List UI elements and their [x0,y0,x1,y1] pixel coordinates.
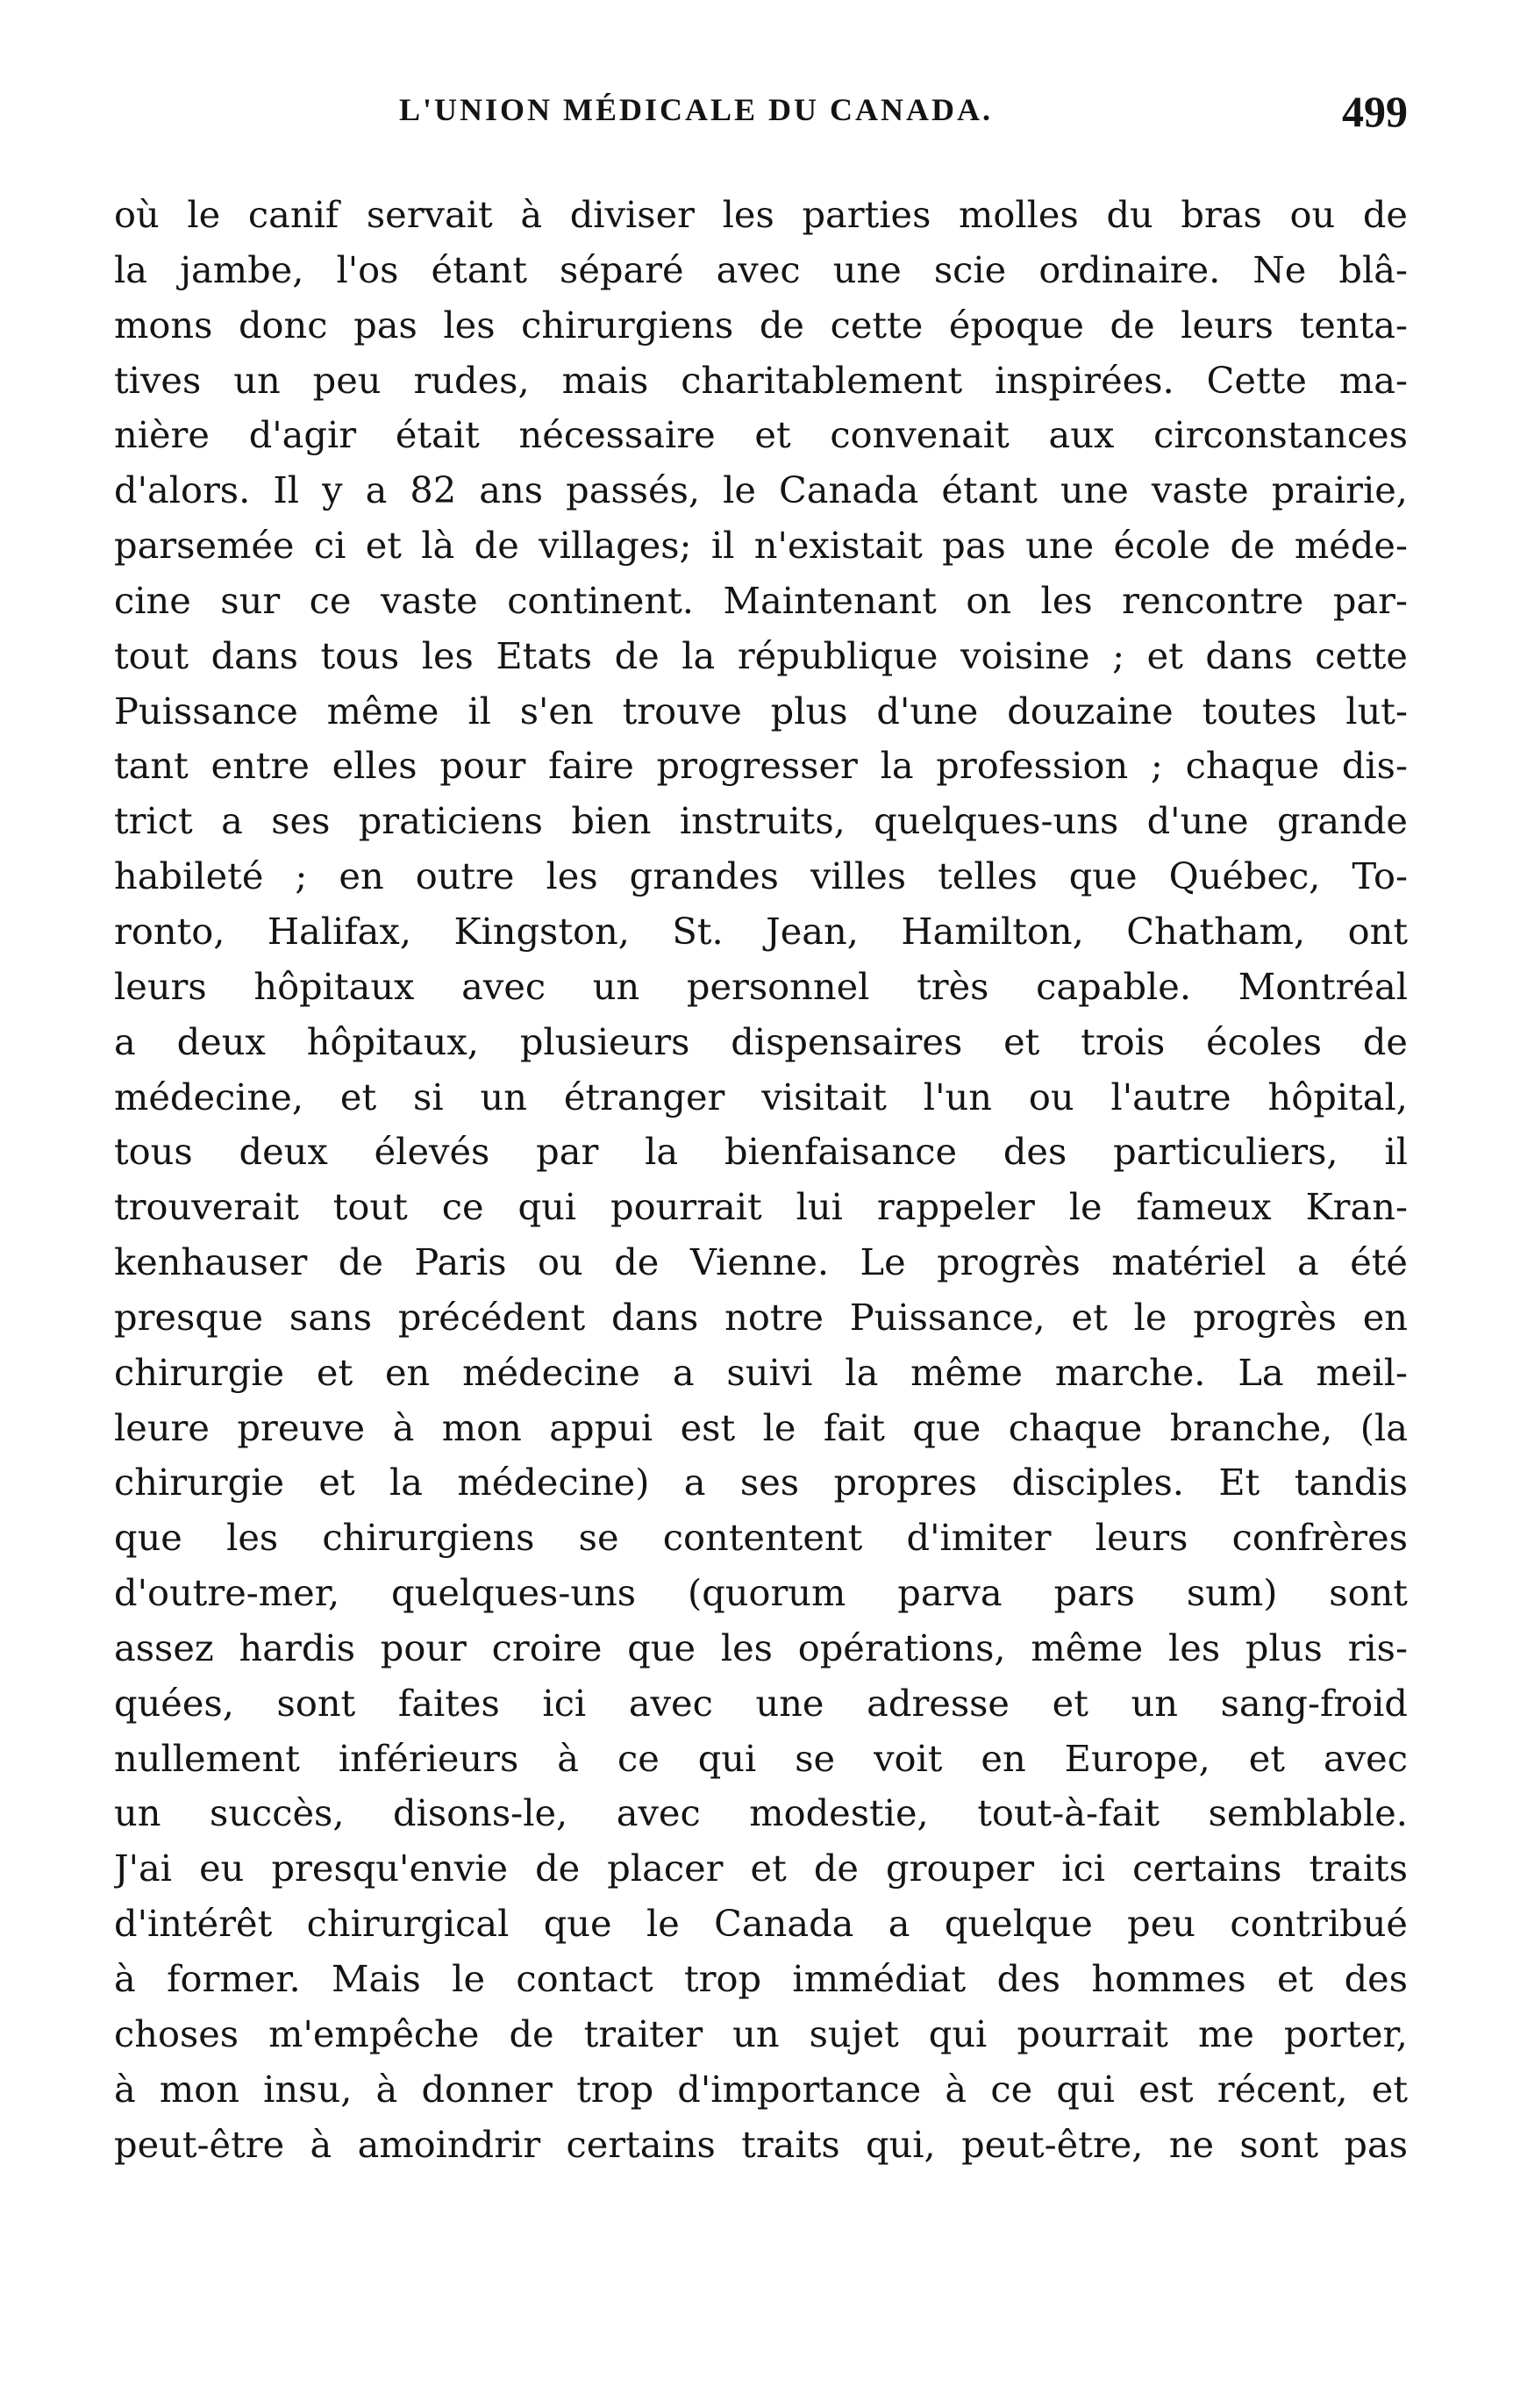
text-line: trouverait tout ce qui pourrait lui rappeler le fameux Kran- [114,1185,1408,1229]
text-line: J'ai eu presqu'envie de placer et de grouper ici certains traits [114,1847,1408,1890]
text-line: la jambe, l'os étant séparé avec une scie ordinaire. Ne blâ- [114,247,1408,291]
text-line: tant entre elles pour faire progresser la profession ; chaque dis- [114,744,1408,788]
text-line: kenhauser de Paris ou de Vienne. Le progrès matériel a été [114,1240,1408,1284]
text-line: nullement inférieurs à ce qui se voit en Europe, et avec [114,1736,1408,1780]
text-line: que les chirurgiens se contentent d'imiter leurs confrères [114,1516,1408,1560]
text-line: quées, sont faites ici avec une adresse et un sang-froid [114,1681,1408,1725]
text-line: d'outre-mer, quelques-uns (quorum parva pars sum) sont [114,1571,1408,1615]
text-line: chirurgie et la médecine) a ses propres disciples. Et tandis [114,1461,1408,1504]
text-line: médecine, et si un étranger visitait l'un ou l'autre hôpital, [114,1075,1408,1118]
text-line: habileté ; en outre les grandes villes telles que Québec, To- [114,854,1408,898]
text-line: leurs hôpitaux avec un personnel très capable. Montréal [114,964,1408,1008]
text-line: d'intérêt chirurgical que le Canada a quelque peu contribué [114,1902,1408,1946]
text-line: presque sans précédent dans notre Puissance, et le progrès en [114,1295,1408,1339]
text-line: d'alors. Il y a 82 ans passés, le Canada étant une vaste prairie, [114,468,1408,512]
text-line: Puissance même il s'en trouve plus d'une douzaine toutes lut- [114,689,1408,732]
text-line: ronto, Halifax, Kingston, St. Jean, Hamilton, Chatham, ont [114,909,1408,953]
body-text [114,188,1408,2172]
text-line: choses m'empêche de traiter un sujet qui pourrait me porter, [114,2011,1408,2055]
text-line: mons donc pas les chirurgiens de cette époque de leurs tenta- [114,303,1408,347]
text-line: a deux hôpitaux, plusieurs dispensaires et trois écoles de [114,1019,1408,1063]
text-line: à former. Mais le contact trop immédiat des hommes et des [114,1957,1408,2000]
text-line: trict a ses praticiens bien instruits, quelques-uns d'une grande [114,799,1408,843]
text-line: leure preuve à mon appui est le fait que chaque branche, (la [114,1405,1408,1449]
text-line: assez hardis pour croire que les opérations, même les plus ris- [114,1626,1408,1669]
text-line: tives un peu rudes, mais charitablement inspirées. Cette ma- [114,358,1408,402]
running-head [114,86,1408,147]
text-line: peut-être à amoindrir certains traits qui, peut-être, ne sont pas [114,2122,1408,2166]
text-line: un succès, disons-le, avec modestie, tout-à-fait semblable. [114,1791,1408,1835]
text-line: nière d'agir était nécessaire et convenait aux circonstances [114,413,1408,457]
text-line: où le canif servait à diviser les parties molles du bras ou de [114,193,1408,236]
text-line: cine sur ce vaste continent. Maintenant on les rencontre par- [114,578,1408,622]
text-line: tout dans tous les Etats de la république voisine ; et dans cette [114,633,1408,677]
text-line: parsemée ci et là de villages; il n'existait pas une école de méde- [114,524,1408,568]
text-line: chirurgie et en médecine a suivi la même marche. La meil- [114,1350,1408,1394]
journal-title: L'UNION MÉDICALE DU CANADA. [399,92,994,127]
text-line: à mon insu, à donner trop d'importance à ce qui est récent, et [114,2067,1408,2111]
page-number: 499 [1342,87,1408,136]
text-line: tous deux élevés par la bienfaisance des particuliers, il [114,1130,1408,1174]
